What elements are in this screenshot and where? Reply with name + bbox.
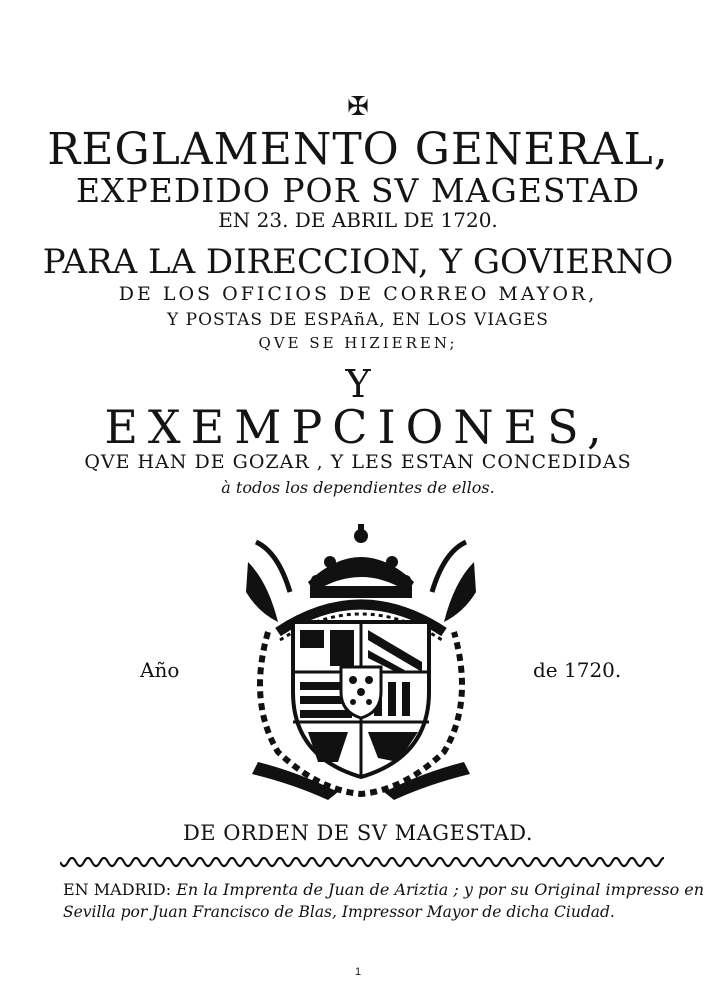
date-line: EN 23. DE ABRIL DE 1720.: [218, 208, 498, 232]
subtitle-expedido: EXPEDIDO POR SV MAGESTAD: [75, 171, 641, 210]
heading-hizieren: QVE SE HIZIEREN;: [258, 334, 458, 352]
imprint-line-1: [63, 880, 704, 899]
heading-postas: Y POSTAS DE ESPAñA, EN LOS VIAGES: [167, 310, 549, 330]
heading-exempciones: EXEMPCIONES,: [104, 400, 612, 454]
imprint-place: EN MADRID:: [63, 880, 172, 899]
conjunction-y: Y: [345, 362, 371, 406]
year-label-left: Año: [140, 658, 180, 682]
document-title: REGLAMENTO GENERAL,: [47, 124, 669, 175]
imprint-printer: En la Imprenta de Juan de Ariztia ; y por su Original impresso en: [171, 880, 705, 899]
heading-direccion: PARA LA DIRECCION, Y GOVIERNO: [42, 242, 674, 282]
royal-coat-of-arms: [238, 522, 484, 804]
heading-dependientes: à todos los dependientes de ellos.: [221, 478, 495, 497]
page-number: 1: [354, 966, 362, 978]
heading-gozar: QVE HAN DE GOZAR , Y LES ESTAN CONCEDIDAS: [84, 451, 632, 473]
decorative-rule: [60, 852, 664, 872]
imprint-line-2: Sevilla por Juan Francisco de Blas, Impressor Mayor de dicha Ciudad.: [63, 903, 615, 921]
heading-oficios: DE LOS OFICIOS DE CORREO MAYOR,: [118, 283, 598, 305]
cross-ornament: ✠: [347, 92, 369, 122]
by-order-line: DE ORDEN DE SV MAGESTAD.: [182, 821, 534, 845]
year-label-right: de 1720.: [533, 658, 622, 682]
